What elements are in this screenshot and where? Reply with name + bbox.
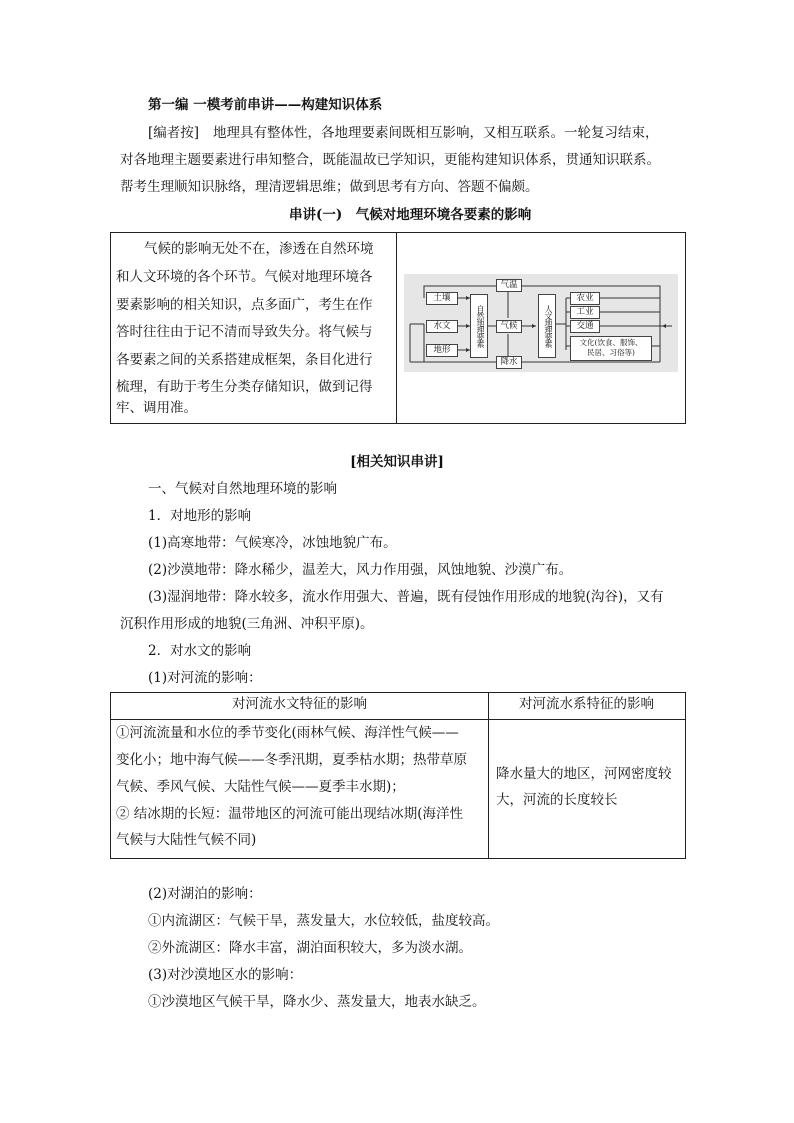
editor-note-line-2: 对各地理主题要素进行串知整合，既能温故已学知识，更能构建知识体系，贯通知识联系。 bbox=[120, 152, 660, 168]
lakes-title: (2)对湖泊的影响： bbox=[148, 886, 262, 902]
precipitation-node: 降水 bbox=[496, 356, 522, 369]
editor-note-line-3: 帮考生理顺知识脉络，理清逻辑思维；做到思考有方向、答题不偏颇。 bbox=[120, 179, 539, 195]
table-header-hydro-features: 对河流水文特征的影响 bbox=[232, 696, 367, 712]
desert-item-1: ①沙漠地区气候干旱，降水少、蒸发量大，地表水缺乏。 bbox=[148, 994, 486, 1010]
intro-line-6: 梳理，有助于考生分类存储知识，做到记得 bbox=[116, 379, 373, 395]
agriculture-node: 农业 bbox=[570, 292, 600, 305]
human-elements-node: 人文地理要素 bbox=[538, 294, 556, 358]
intro-line-2: 和人文环境的各个环节。气候对地理环境各 bbox=[116, 269, 373, 285]
table-left-line-5: 气候与大陆性气候不同) bbox=[116, 832, 257, 848]
landform-item-2: (2)沙漠地带：降水稀少，温差大，风力作用强，风蚀地貌、沙漠广布。 bbox=[148, 562, 573, 578]
intro-box-divider bbox=[396, 232, 397, 423]
industry-node: 工业 bbox=[570, 306, 600, 319]
transport-node: 交通 bbox=[570, 320, 600, 333]
table-right-line-2: 大，河流的长度较长 bbox=[496, 792, 618, 808]
table-left-line-3: 气候、季风气候、大陆性气候——夏季丰水期)； bbox=[116, 779, 405, 795]
table-left-line-1: ①河流流量和水位的季节变化(雨林气候、海洋性气候—— bbox=[116, 725, 459, 741]
intro-line-1: 气候的影响无处不在，渗透在自然环境 bbox=[144, 241, 374, 257]
lakes-item-2: ②外流湖区：降水丰富，湖泊面积较大，多为淡水湖。 bbox=[148, 940, 472, 956]
intro-line-7: 牢、调用准。 bbox=[116, 400, 197, 416]
rivers-title: (1)对河流的影响： bbox=[148, 670, 262, 686]
soil-node: 土壤 bbox=[426, 292, 458, 305]
terrain-node: 地形 bbox=[426, 344, 458, 357]
temperature-node: 气温 bbox=[496, 279, 522, 292]
intro-line-3: 要素影响的相关知识，点多面广，考生在作 bbox=[116, 297, 373, 313]
climate-relations-diagram bbox=[404, 274, 678, 372]
landform-item-3: (3)湿润地带：降水较多，流水作用强大、普遍，既有侵蚀作用形成的地貌(沟谷)，又有 bbox=[148, 589, 664, 605]
hydro-node: 水文 bbox=[426, 320, 458, 333]
landform-item-1: (1)高寒地带：气候寒冷，冰蚀地貌广布。 bbox=[148, 535, 397, 551]
series-title: 第一编 一模考前串讲——构建知识体系 bbox=[148, 97, 383, 113]
culture-node: 文化(饮食、服饰、 民居、习俗等) bbox=[570, 336, 652, 361]
landform-item-3-cont: 沉积作用形成的地貌(三角洲、冲积平原)。 bbox=[120, 616, 374, 632]
lakes-item-1: ①内流湖区：气候干旱，蒸发量大，水位较低，盐度较高。 bbox=[148, 913, 499, 929]
table-right-line-1: 降水量大的地区，河网密度较 bbox=[496, 766, 672, 782]
climate-node: 气候 bbox=[496, 320, 522, 333]
part1-title: 一、气候对自然地理环境的影响 bbox=[148, 481, 337, 497]
table-left-line-2: 变化小；地中海气候——冬季汛期，夏季枯水期；热带草原 bbox=[116, 752, 467, 768]
editor-note-tag: [编者按] bbox=[148, 125, 200, 141]
intro-line-4: 答时往往由于记不清而导致失分。将气候与 bbox=[116, 324, 373, 340]
table-left-line-4: ② 结冰期的长短：温带地区的河流可能出现结冰期(海洋性 bbox=[116, 806, 464, 822]
intro-line-5: 各要素之间的关系搭建成框架，条目化进行 bbox=[116, 352, 373, 368]
river-table-divider bbox=[488, 692, 489, 858]
desert-title: (3)对沙漠地区水的影响： bbox=[148, 967, 303, 983]
natural-elements-node: 自然地理要素 bbox=[470, 294, 488, 358]
section-heading: [相关知识串讲] bbox=[350, 454, 444, 470]
hydrology-title: 2．对水文的影响 bbox=[148, 643, 252, 659]
table-header-system-features: 对河流水系特征的影响 bbox=[519, 696, 654, 712]
lecture-title: 串讲(一) 气候对地理环境各要素的影响 bbox=[289, 207, 532, 223]
editor-note-line-1: [编者按] 地理具有整体性，各地理要素间既相互影响，又相互联系。一轮复习结束， bbox=[148, 125, 659, 141]
landform-title: 1．对地形的影响 bbox=[148, 508, 252, 524]
